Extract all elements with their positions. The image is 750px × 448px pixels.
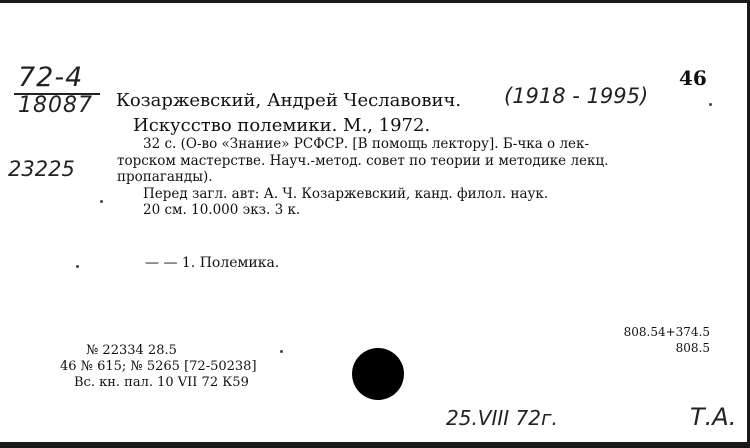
- card-bottom-edge: [0, 442, 750, 448]
- registry-block: [60, 343, 257, 391]
- title-line: Искусство полемики. М., 1972.: [133, 115, 431, 136]
- shelf-mark-top: 72-4: [18, 62, 84, 93]
- registry-line: № 22334 28.5: [86, 343, 177, 358]
- classification-code: 808.54+374.5: [623, 325, 710, 339]
- paper-speck: [709, 103, 712, 106]
- registry-line: 46 № 615; № 5265 [72-50238]: [60, 359, 257, 374]
- card-number: 46: [679, 66, 707, 90]
- description-block: [117, 136, 712, 219]
- paper-speck: [280, 350, 283, 353]
- description-line: 20 см. 10.000 экз. 3 к.: [143, 202, 301, 218]
- author-heading: Козаржевский, Андрей Чеславович.: [116, 90, 462, 111]
- description-line: Перед загл. авт: А. Ч. Козаржевский, канд. филол. наук.: [143, 185, 549, 202]
- subject-entry: — — 1. Полемика.: [145, 255, 280, 271]
- paper-speck: [100, 200, 103, 203]
- handwritten-initials: Т.А.: [690, 403, 737, 431]
- classification-code: 808.5: [675, 341, 710, 355]
- handwritten-date: 25.VIII 72г.: [446, 406, 558, 430]
- registry-line: Вс. кн. пал. 10 VII 72 К59: [74, 375, 249, 390]
- paper-speck: [76, 265, 79, 268]
- description-line: пропаганды).: [117, 169, 213, 185]
- shelf-mark-bottom: 18087: [18, 93, 93, 118]
- description-line: торском мастерстве. Науч.-метод. совет по теории и методике лекц.: [117, 152, 609, 169]
- classification-codes: [560, 324, 710, 356]
- margin-note: 23225: [8, 157, 75, 181]
- description-line: 32 с. (О-во «Знание» РСФСР. [В помощь лектору]. Б-чка о лек-: [143, 136, 590, 152]
- card-top-edge: [0, 0, 750, 3]
- punch-hole: [352, 348, 404, 400]
- author-dates: (1918 - 1995): [504, 84, 649, 108]
